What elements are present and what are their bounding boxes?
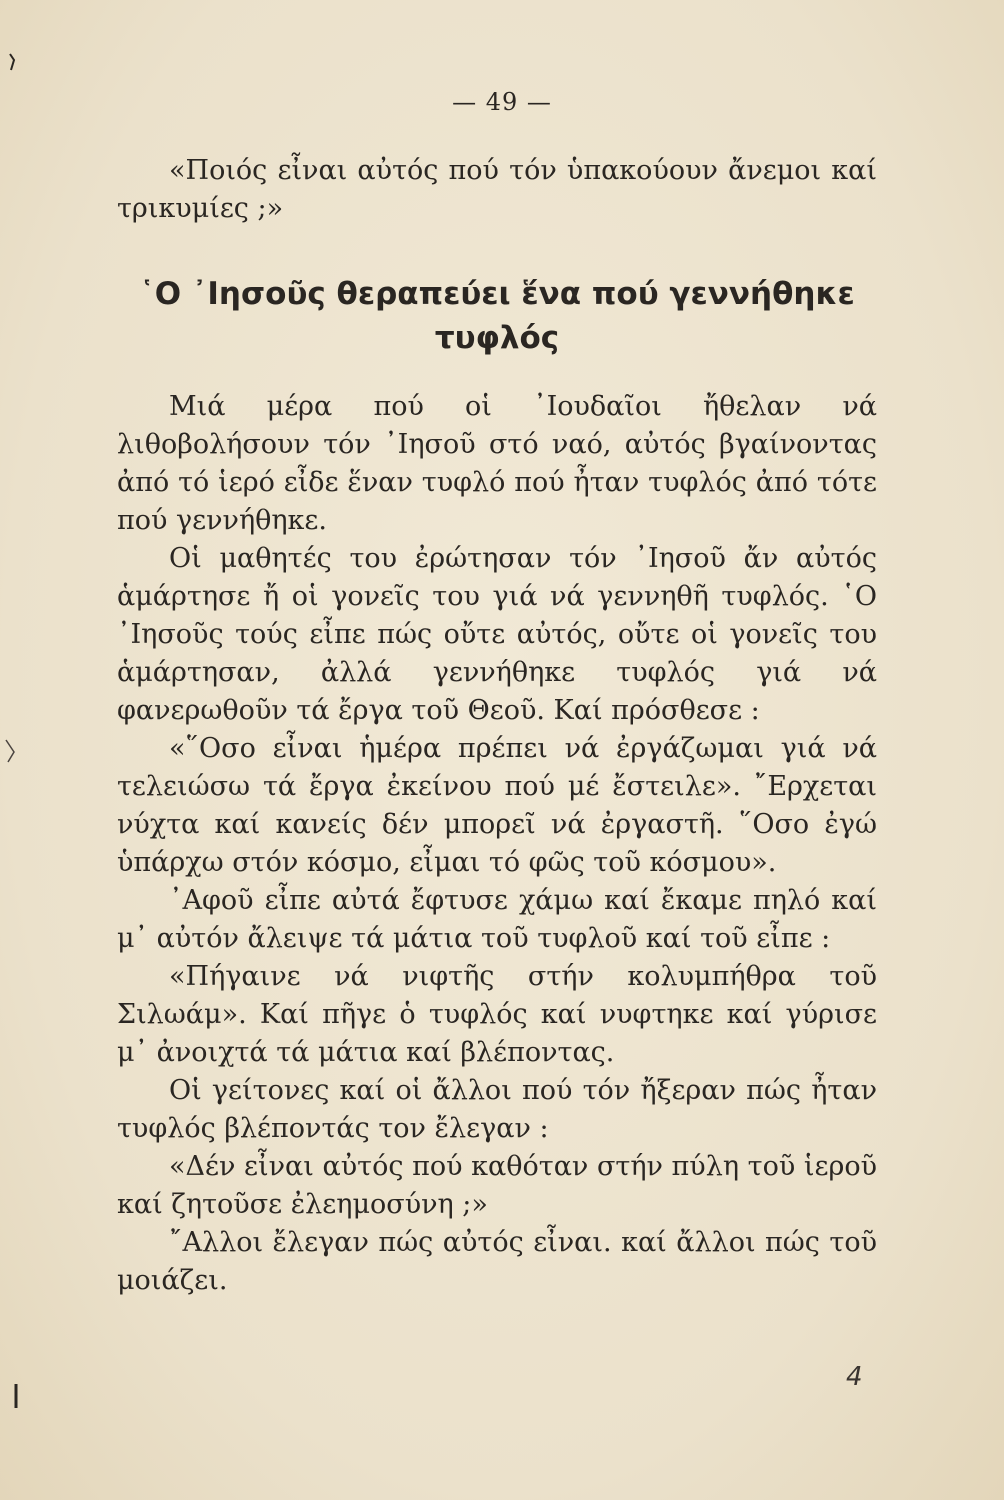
paragraph: «Δέν εἶναι αὐτός πού καθόταν στήν πύλη τοῦ ἱεροῦ καί ζητοῦσε ἐλεημοσύνη ;»: [117, 1151, 877, 1220]
margin-mark-top: [6, 52, 18, 72]
paragraph: ῎Αλλοι ἔλεγαν πώς αὐτός εἶναι. καί ἄλλοι πώς τοῦ μοιάζει.: [117, 1227, 877, 1296]
paragraph: «῞Οσο εἶναι ἡμέρα πρέπει νά ἐργάζωμαι γιά νά τελειώσω τά ἔργα ἐκείνου πού μέ ἔστειλε». ῎Ερχεται νύχτα καί κανείς δέν μπορεῖ νά ἐργαστῆ. ῞Οσο ἐγώ ὑπάρχω στόν κόσμο, εἶμαι τό φῶς τοῦ κόσμου».: [117, 733, 877, 878]
margin-mark-middle: [2, 738, 20, 764]
page-number: — 49 —: [452, 88, 552, 116]
intro-paragraph: «Ποιός εἶναι αὐτός πού τόν ὑπακούουν ἄνεμοι καί τρικυμίες ;»: [117, 155, 877, 224]
section-heading: ῾Ο ᾿Ιησοῦς θεραπεύει ἕνα πού γεννήθηκε τυφλός: [139, 276, 855, 356]
paragraph: ᾿Αφοῦ εἶπε αὐτά ἔφτυσε χάμω καί ἔκαμε πηλό καί μ᾿ αὐτόν ἄλειψε τά μάτια τοῦ τυφλοῦ καί τοῦ εἶπε :: [117, 885, 877, 954]
paragraph: «Πήγαινε νά νιφτῆς στήν κολυμπήθρα τοῦ Σιλωάμ». Καί πῆγε ὁ τυφλός καί νυφτηκε καί γύρισε μ᾿ ἀνοιχτά τά μάτια καί βλέποντας.: [117, 961, 877, 1068]
margin-mark-bottom: [10, 1382, 22, 1412]
paragraph: Μιά μέρα πού οἱ ᾿Ιουδαῖοι ἤθελαν νά λιθοβολήσουν τόν ᾿Ιησοῦ στό ναό, αὐτός βγαίνοντας ἀπό τό ἱερό εἶδε ἕναν τυφλό πού ἦταν τυφλός ἀπό τότε πού γεννήθηκε.: [117, 391, 877, 536]
body-text: [117, 388, 877, 1300]
signature-mark: 4: [846, 1362, 863, 1392]
paragraph: Οἱ γείτονες καί οἱ ἄλλοι πού τόν ἤξεραν πώς ἦταν τυφλός βλέποντάς τον ἔλεγαν :: [117, 1075, 877, 1144]
intro-text: [117, 152, 877, 228]
paragraph: Οἱ μαθητές του ἐρώτησαν τόν ᾿Ιησοῦ ἄν αὐτός ἁμάρτησε ἤ οἱ γονεῖς του γιά νά γεννηθῆ τυφλός. ῾Ο ᾿Ιησοῦς τούς εἶπε πώς οὔτε αὐτός, οὔτε οἱ γονεῖς του ἁμάρτησαν, ἀλλά γεννήθηκε τυφλός γιά νά φανερωθοῦν τά ἔργα τοῦ Θεοῦ. Καί πρόσθεσε :: [117, 543, 877, 726]
